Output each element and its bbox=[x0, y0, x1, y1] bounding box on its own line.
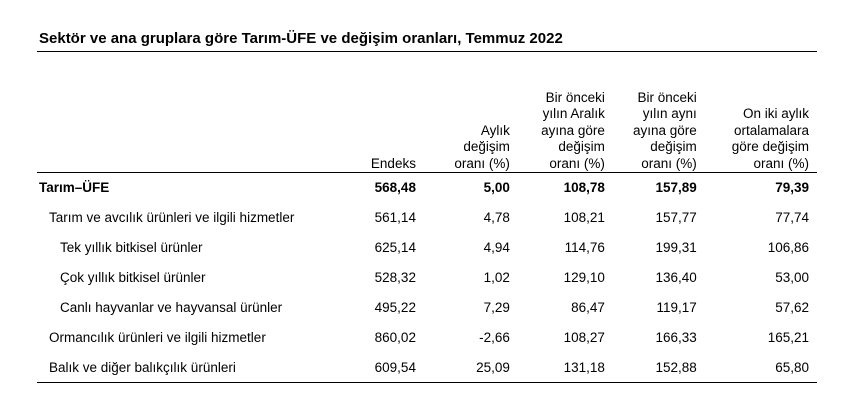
table-row bbox=[37, 322, 817, 352]
table-title: Sektör ve ana gruplara göre Tarım-ÜFE ve değişim oranları, Temmuz 2022 bbox=[39, 30, 563, 47]
header-cell-1: Endeks bbox=[370, 155, 416, 171]
row-value-4: 119,17 bbox=[656, 299, 697, 315]
header-cell-4: Bir önceki yılın aynı ayına göre değişim oranı (%) bbox=[633, 89, 697, 171]
row-value-1: 625,14 bbox=[374, 239, 416, 255]
header-cell-5: On iki aylık ortalamalara göre değişim oranı (%) bbox=[731, 106, 809, 171]
row-value-4: 199,31 bbox=[655, 239, 697, 255]
row-value-5: 79,39 bbox=[775, 180, 809, 195]
row-value-3: 86,47 bbox=[571, 299, 605, 315]
row-value-2: 4,94 bbox=[483, 239, 510, 255]
table-row bbox=[37, 173, 817, 203]
row-label: Canlı hayvanlar ve hayvansal ürünler bbox=[60, 299, 283, 315]
row-value-3: 114,76 bbox=[564, 239, 605, 255]
row-value-1: 860,02 bbox=[374, 329, 416, 345]
row-label: Tek yıllık bitkisel ürünler bbox=[60, 239, 203, 255]
row-label: Balık ve diğer balıkçılık ürünleri bbox=[37, 352, 345, 383]
row-value-5: 57,62 bbox=[775, 299, 809, 315]
row-label: Çok yıllık bitkisel ürünler bbox=[60, 269, 206, 285]
table-body bbox=[37, 173, 817, 383]
row-value-5: 65,80 bbox=[705, 352, 817, 383]
row-value-4: 152,88 bbox=[613, 352, 705, 383]
row-value-2: 5,00 bbox=[483, 180, 510, 195]
row-value-5: 106,86 bbox=[767, 239, 809, 255]
row-value-2: -2,66 bbox=[479, 329, 510, 345]
row-value-3: 108,78 bbox=[563, 180, 605, 195]
row-value-5: 53,00 bbox=[775, 269, 809, 285]
header-row bbox=[37, 52, 817, 173]
row-value-1: 609,54 bbox=[345, 352, 424, 383]
row-value-1: 528,32 bbox=[374, 269, 416, 285]
table-row bbox=[37, 352, 817, 383]
row-value-2: 1,02 bbox=[483, 269, 510, 285]
row-value-3: 108,27 bbox=[563, 329, 605, 345]
row-value-5: 77,74 bbox=[775, 209, 809, 225]
row-label: Tarım ve avcılık ürünleri ve ilgili hizmetler bbox=[49, 209, 295, 225]
row-value-4: 157,89 bbox=[655, 180, 697, 195]
table-row bbox=[37, 232, 817, 262]
row-value-4: 166,33 bbox=[655, 329, 697, 345]
header-cell-3: Bir önceki yılın Aralık ayına göre değişim oranı (%) bbox=[541, 89, 605, 171]
table-container bbox=[37, 30, 817, 383]
row-value-5: 165,21 bbox=[767, 329, 809, 345]
table-row bbox=[37, 292, 817, 322]
data-table bbox=[37, 52, 817, 383]
row-value-2: 4,78 bbox=[483, 209, 510, 225]
row-value-3: 129,10 bbox=[563, 269, 605, 285]
table-row bbox=[37, 262, 817, 292]
table-row bbox=[37, 202, 817, 232]
row-value-1: 561,14 bbox=[374, 209, 416, 225]
row-value-3: 131,18 bbox=[518, 352, 613, 383]
header-cell-2: Aylık değişim oranı (%) bbox=[454, 122, 510, 171]
row-label: Ormancılık ürünleri ve ilgili hizmetler bbox=[49, 329, 266, 345]
row-value-2: 25,09 bbox=[424, 352, 518, 383]
row-value-4: 136,40 bbox=[655, 269, 697, 285]
row-value-2: 7,29 bbox=[483, 299, 510, 315]
row-value-3: 108,21 bbox=[563, 209, 605, 225]
header-cell-name bbox=[37, 52, 345, 173]
row-value-1: 495,22 bbox=[374, 299, 416, 315]
row-value-4: 157,77 bbox=[655, 209, 697, 225]
row-value-1: 568,48 bbox=[374, 180, 416, 195]
row-label: Tarım–ÜFE bbox=[39, 180, 110, 195]
